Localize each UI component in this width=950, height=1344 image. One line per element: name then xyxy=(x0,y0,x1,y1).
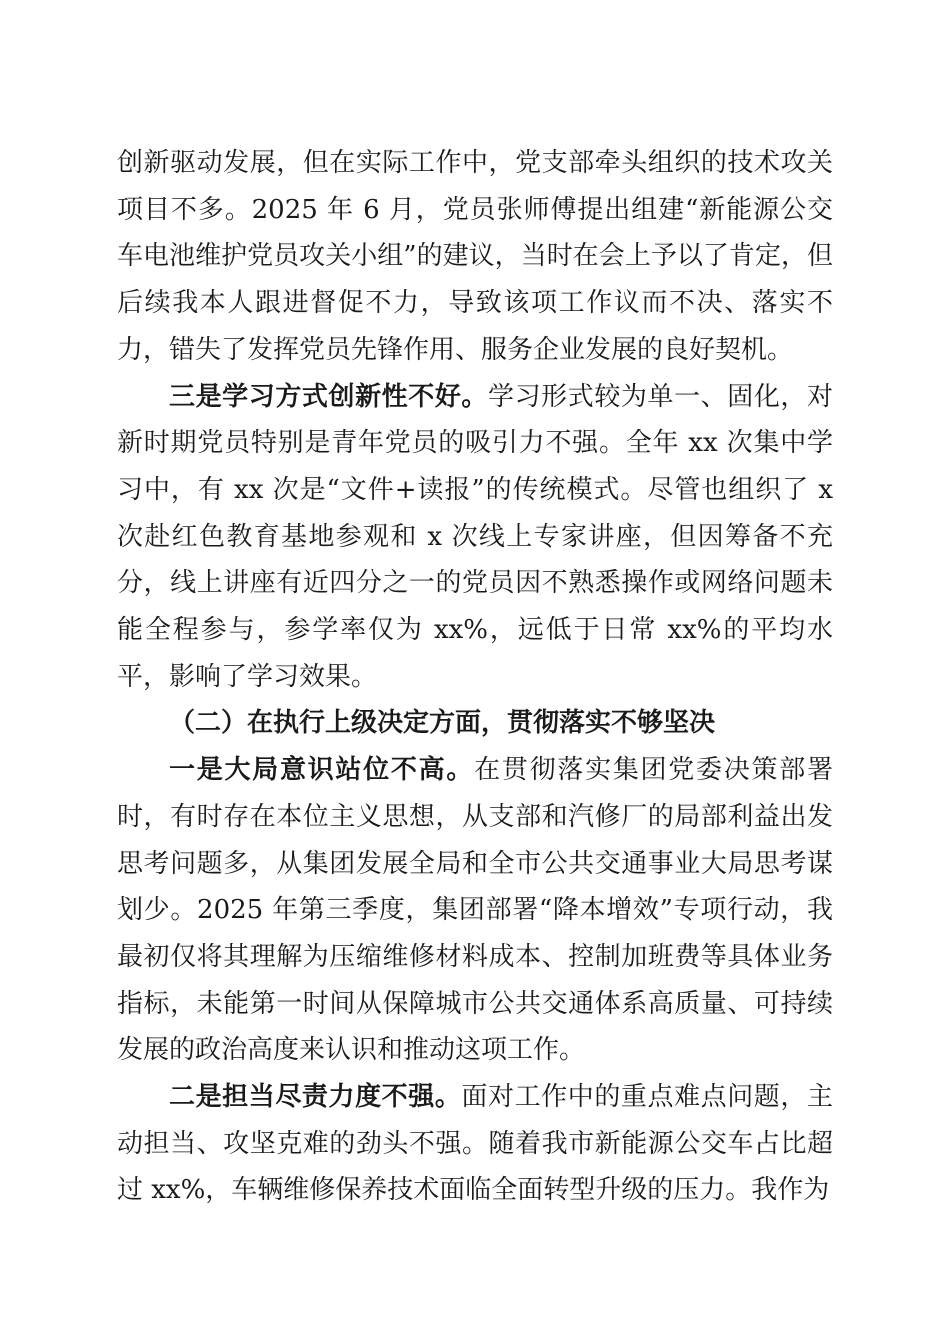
paragraph-text: 面对工作中的重点难点问题，主动担当、攻坚克难的劲头不强。随着我市新能源公交车占比超过 xx%，车辆维修保养技术面临全面转型升级的压力。我作为 xyxy=(117,1082,833,1206)
paragraph-text: 在贯彻落实集团党委决策部署时，有时存在本位主义思想，从支部和汽修厂的局部利益出发思考问题多，从集团发展全局和全市公共交通事业大局思考谋划少。2025 年第三季度，集团部署“降本增效”专项行动，我最初仅将其理解为压缩维修材料成本、控制加班费等具体业务指标，未能第一时间从保障城市公共交通体系高质量、可持续发展的政治高度来认识和推动这项工作。 xyxy=(117,755,833,1066)
paragraph-learning-method xyxy=(117,374,833,701)
paragraph-continued xyxy=(117,140,833,374)
paragraph-responsibility xyxy=(117,1074,833,1214)
paragraph-lead: 一是大局意识站位不高。 xyxy=(169,755,475,786)
document-body xyxy=(117,140,833,1214)
paragraph-lead: 二是担当尽责力度不强。 xyxy=(169,1082,462,1113)
paragraph-text: 创新驱动发展，但在实际工作中，党支部牵头组织的技术攻关项目不多。2025 年 6 月，党员张师傅提出组建“新能源公交车电池维护党员攻关小组”的建议，当时在会上予以了肯定，但后续我本人跟进督促不力，导致该项工作议而不决、落实不力，错失了发挥党员先锋作用、服务企业发展的良好契机。 xyxy=(117,148,833,365)
paragraph-lead: 三是学习方式创新性不好。 xyxy=(169,381,488,412)
paragraph-text: 学习形式较为单一、固化，对新时期党员特别是青年党员的吸引力不强。全年 xx 次集中学习中，有 xx 次是“文件+读报”的传统模式。尽管也组织了 x 次赴红色教育基地参观和 x 次线上专家讲座，但因筹备不充分，线上讲座有近四分之一的党员因不熟悉操作或网络问题未能全程参与，参学率仅为 xx%，远低于日常 xx%的平均水平，影响了学习效果。 xyxy=(117,381,833,692)
section-heading: （二）在执行上级决定方面，贯彻落实不够坚决 xyxy=(169,708,716,739)
paragraph-overall-awareness xyxy=(117,747,833,1074)
